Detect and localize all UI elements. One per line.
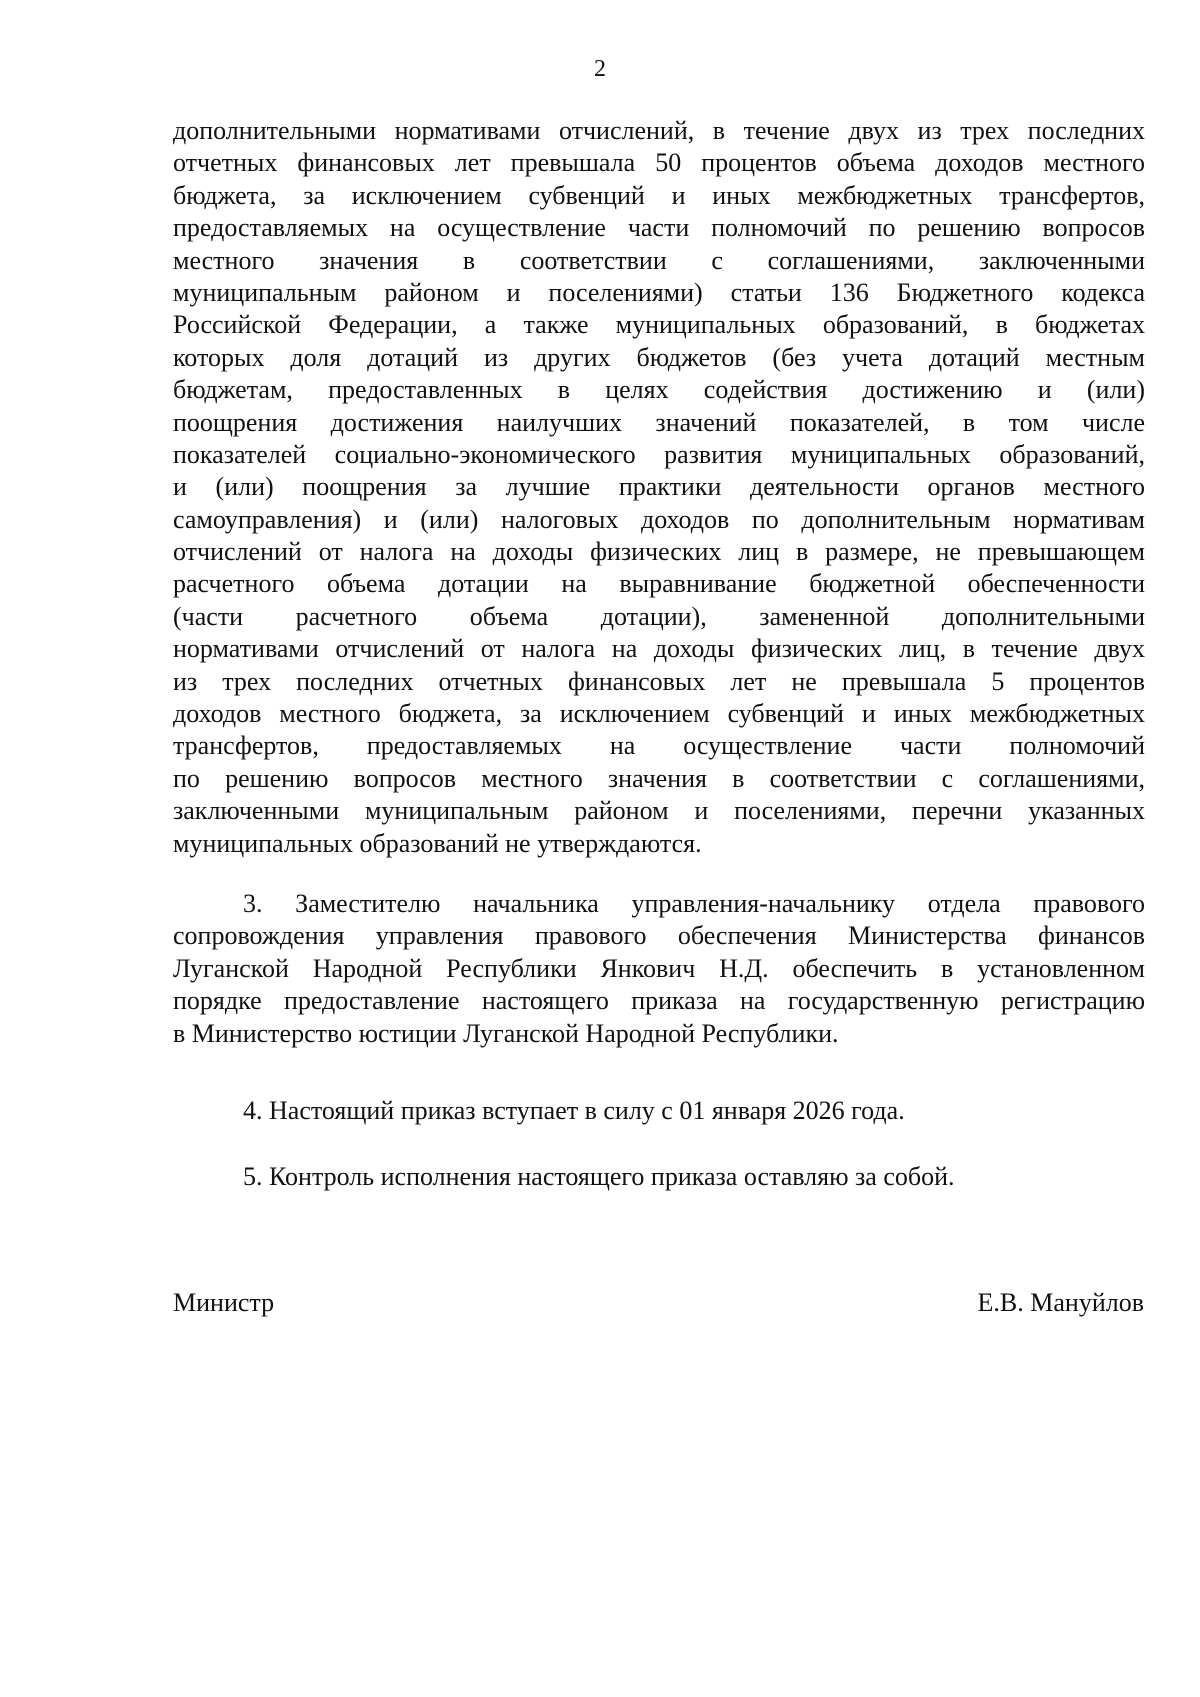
paragraph-5 (173, 1161, 1145, 1193)
paragraph-line: по решению вопросов местного значения в соответствии с соглашениями, (173, 763, 1145, 793)
paragraph-line: (части расчетного объема дотации), замененной дополнительными (173, 601, 1145, 631)
paragraph-line: доходов местного бюджета, за исключением субвенций и иных межбюджетных (173, 699, 1145, 729)
paragraph-line: 5. Контроль исполнения настоящего приказа оставляю за собой. (243, 1162, 955, 1191)
paragraph-line: поощрения достижения наилучших значений показателей, в том числе (173, 407, 1145, 437)
paragraph-line: муниципальным районом и поселениями) статьи 136 Бюджетного кодекса (173, 277, 1145, 307)
paragraph-4 (173, 1095, 1145, 1127)
paragraph-line: расчетного объема дотации на выравнивание бюджетной обеспеченности (173, 569, 1145, 599)
paragraph-line: дополнительными нормативами отчислений, в течение двух из трех последних (173, 116, 1145, 145)
paragraph-line: в Министерство юстиции Луганской Народной Республики. (173, 1018, 839, 1048)
paragraph-continued (173, 115, 1145, 860)
signature-name: Е.В. Мануйлов (977, 1288, 1144, 1317)
paragraph-3 (173, 888, 1145, 1050)
paragraph-line: отчетных финансовых лет превышала 50 процентов объема доходов местного (173, 148, 1145, 178)
paragraph-line: бюджета, за исключением субвенций и иных межбюджетных трансфертов, (173, 180, 1145, 210)
paragraph-line: которых доля дотаций из других бюджетов (без учета дотаций местным (173, 342, 1145, 372)
paragraph-line: местного значения в соответствии с соглашениями, заключенными (173, 245, 1145, 275)
paragraph-line: 3. Заместителю начальника управления-начальнику отдела правового (243, 889, 1145, 918)
paragraph-line: трансфертов, предоставляемых на осуществление части полномочий (173, 731, 1145, 761)
paragraph-line: сопровождения управления правового обеспечения Министерства финансов (173, 921, 1145, 951)
paragraph-line: отчислений от налога на доходы физических лиц в размере, не превышающем (173, 537, 1145, 567)
paragraph-line: нормативами отчислений от налога на доходы физических лиц, в течение двух (173, 634, 1145, 664)
signature-title: Министр (173, 1288, 275, 1317)
paragraph-line: 4. Настоящий приказ вступает в силу с 01 января 2026 года. (243, 1096, 905, 1125)
paragraph-line: Российской Федерации, а также муниципальных образований, в бюджетах (173, 310, 1145, 340)
paragraph-line: и (или) поощрения за лучшие практики деятельности органов местного (173, 472, 1145, 502)
paragraph-line: показателей социально-экономического развития муниципальных образований, (173, 439, 1145, 469)
paragraph-line: Луганской Народной Республики Янкович Н.Д. обеспечить в установленном (173, 953, 1145, 983)
paragraph-line: предоставляемых на осуществление части полномочий по решению вопросов (173, 213, 1145, 243)
paragraph-line: самоуправления) и (или) налоговых доходов по дополнительным нормативам (173, 504, 1145, 534)
page-number: 2 (594, 56, 606, 82)
paragraph-line: из трех последних отчетных финансовых лет не превышала 5 процентов (173, 666, 1145, 696)
paragraph-line: бюджетам, предоставленных в целях содействия достижению и (или) (173, 375, 1145, 405)
paragraph-line: порядке предоставление настоящего приказа на государственную регистрацию (173, 986, 1145, 1016)
paragraph-line: заключенными муниципальным районом и поселениями, перечни указанных (173, 796, 1145, 826)
paragraph-line: муниципальных образований не утверждаются. (173, 828, 702, 858)
